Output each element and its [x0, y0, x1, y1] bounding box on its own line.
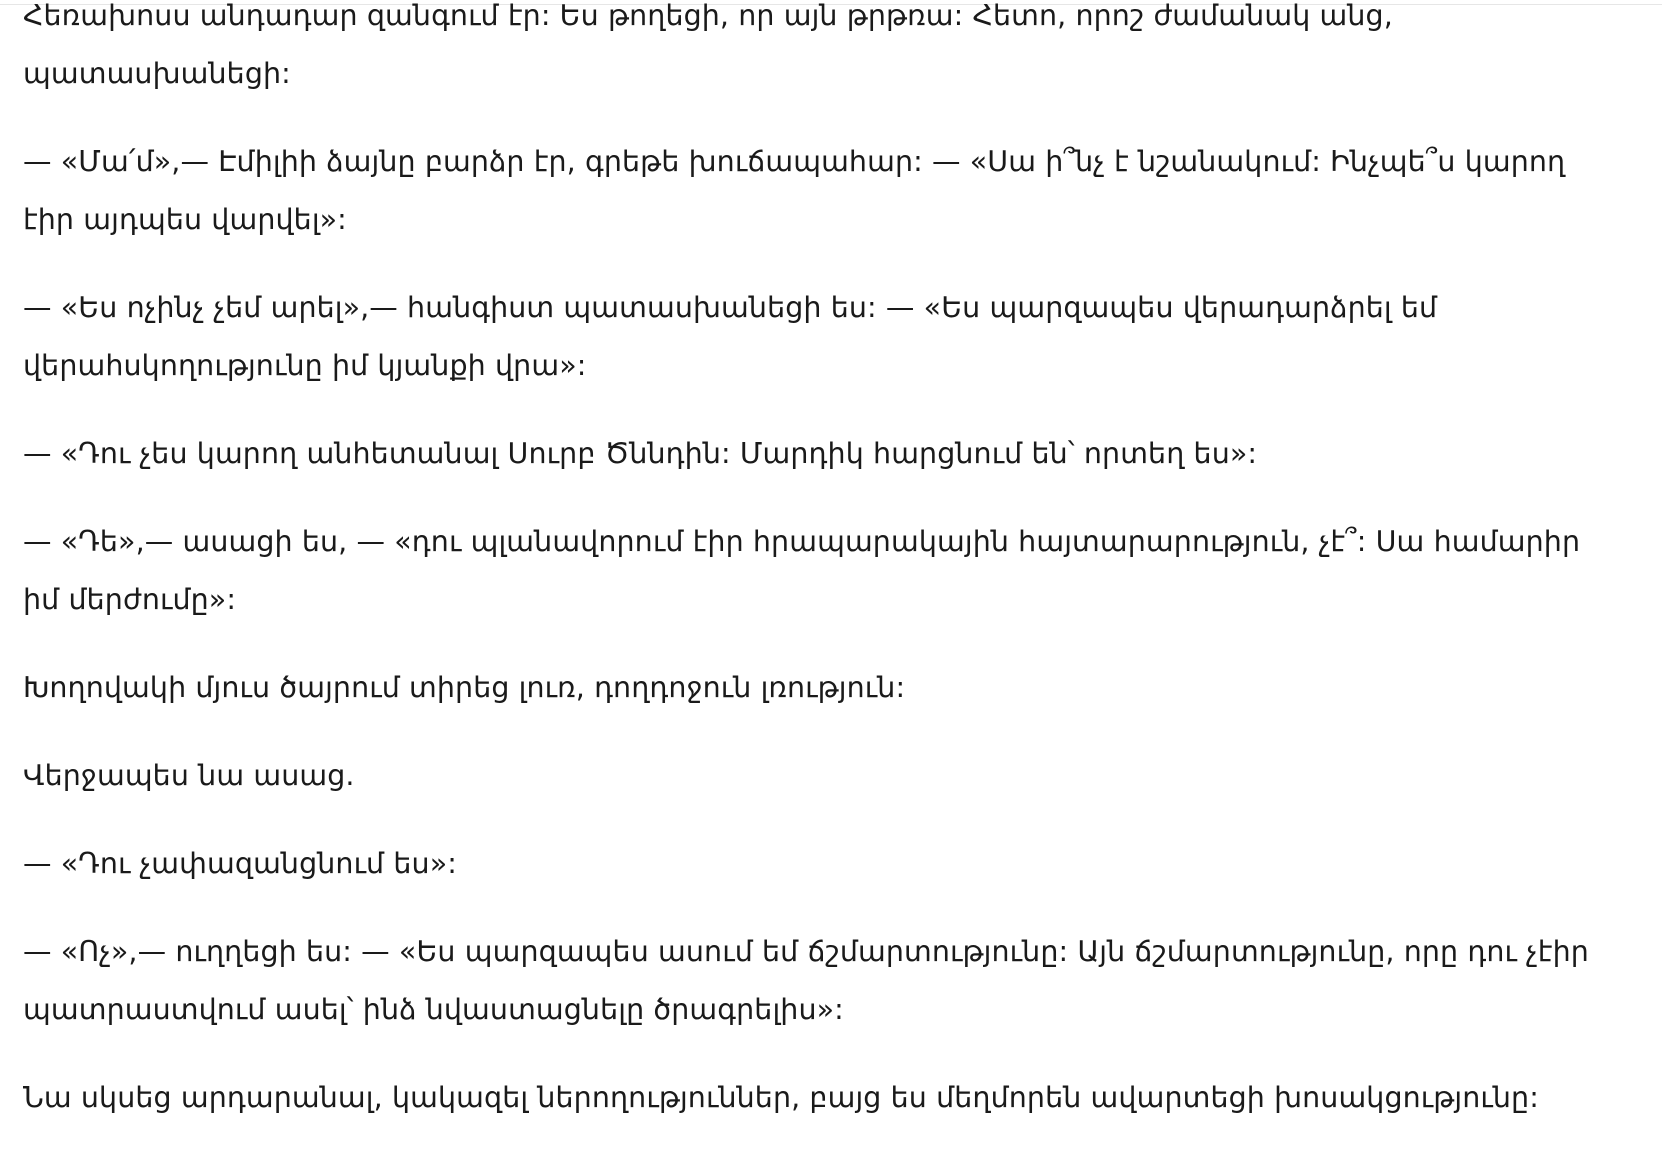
document-body: [23, 0, 1603, 1157]
paragraph-9: — «Ոչ»,— ուղղեցի ես: — «Ես պարզապես ասում եմ ճշմարտությունը: Այն ճշմարտությունը, որը դու չէիր պատրաստվում ասել՝ ինձ նվաստացնելը ծրագրելիս»:: [23, 935, 1589, 1026]
paragraph-1: Հեռախոսս անդադար զանգում էր: Ես թողեցի, որ այն թրթռա: Հետո, որոշ ժամանակ անց, պատասխանեցի:: [23, 0, 1393, 90]
paragraph-6: Խողովակի մյուս ծայրում տիրեց լուռ, դողդոջուն լռություն:: [23, 671, 906, 704]
paragraph-7: Վերջապես նա ասաց.: [23, 759, 355, 792]
paragraph-10: Նա սկսեց արդարանալ, կակազել ներողություններ, բայց ես մեղմորեն ավարտեցի խոսակցությունը:: [23, 1081, 1539, 1114]
paragraph-5: — «Դե»,— ասացի ես, — «դու պլանավորում էիր հրապարակային հայտարարություն, չէ՞: Սա համարիր իմ մերժումը»:: [23, 525, 1581, 616]
paragraph-2: — «Մա՛մ»,— Էմիլիի ձայնը բարձր էր, գրեթե խուճապահար: — «Սա ի՞նչ է նշանակում: Ինչպե՞ս կարող էիր այդպես վարվել»:: [23, 145, 1566, 236]
paragraph-8: — «Դու չափազանցնում ես»:: [23, 847, 457, 880]
paragraph-3: — «Ես ոչինչ չեմ արել»,— հանգիստ պատասխանեցի ես: — «Ես պարզապես վերադարձրել եմ վերահսկողությունը իմ կյանքի վրա»:: [23, 291, 1438, 382]
paragraph-4: — «Դու չես կարող անհետանալ Սուրբ Ծննդին: Մարդիկ հարցնում են՝ որտեղ ես»:: [23, 437, 1258, 470]
